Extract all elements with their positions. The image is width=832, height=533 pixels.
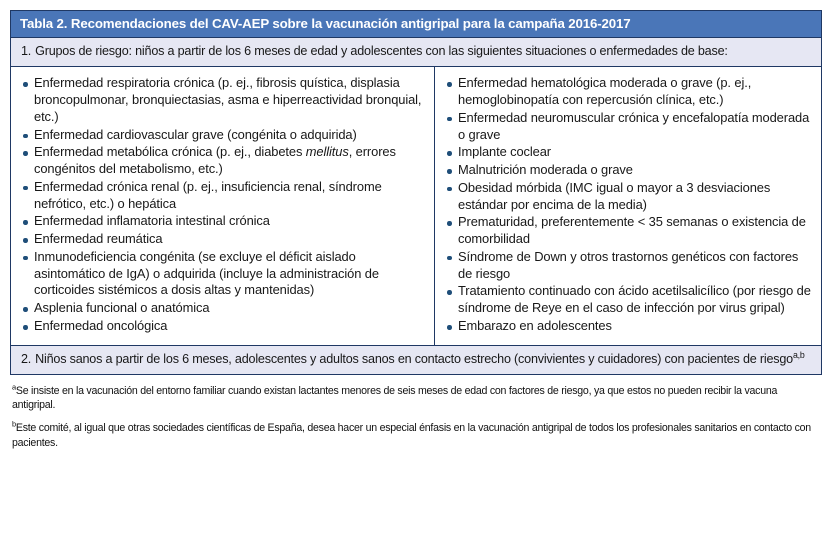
list-item: Implante coclear — [445, 144, 812, 161]
list-item: Embarazo en adolescentes — [445, 318, 812, 335]
list-item: Enfermedad hematológica moderada o grave (p. ej., hemoglobinopatía con repercusión clínica, etc.) — [445, 75, 812, 109]
list-item: Tratamiento continuado con ácido acetilsalicílico (por riesgo de síndrome de Reye en el caso de infección por virus gripal) — [445, 283, 812, 317]
left-bullet-list — [21, 75, 426, 334]
list-item: Asplenia funcional o anatómica — [21, 300, 426, 317]
section-row-1 — [11, 38, 821, 67]
list-item: Enfermedad inflamatoria intestinal crónica — [21, 213, 426, 230]
left-column — [11, 67, 435, 344]
footnote-b-marker: b — [12, 419, 16, 429]
list-item-italic-term: mellitus — [305, 144, 349, 160]
footnote-b — [12, 421, 820, 450]
list-item: Enfermedad crónica renal (p. ej., insuficiencia renal, síndrome nefrótico, etc.) o hepática — [21, 179, 426, 213]
list-item — [21, 144, 426, 178]
risk-groups-columns — [11, 67, 821, 345]
list-item-text-after-italic: , errores congénitos del metabolismo, etc.) — [34, 144, 396, 177]
right-bullet-list — [445, 75, 812, 334]
list-item: Enfermedad oncológica — [21, 318, 426, 335]
list-item: Enfermedad reumática — [21, 231, 426, 248]
right-column — [435, 67, 820, 344]
list-item: Enfermedad neuromuscular crónica y encefalopatía moderada o grave — [445, 110, 812, 144]
section-row-2 — [11, 346, 821, 374]
section-1-number: 1. — [21, 44, 32, 59]
section-2-text — [35, 351, 811, 368]
section-2-body: Niños sanos a partir de los 6 meses, adolescentes y adultos sanos en contacto estrecho (convivientes y cuidadores) con pacientes de riesgo — [35, 351, 793, 366]
footnote-a-marker: a — [12, 382, 16, 392]
list-item-text-before-italic: Enfermedad metabólica crónica (p. ej., diabetes — [34, 144, 306, 160]
footnote-a-text: Se insiste en la vacunación del entorno familiar cuando existan lactantes menores de seis meses de edad con factores de riesgo, ya que estos no pueden recibir la vacuna antigripal. — [12, 384, 778, 412]
table-title: Tabla 2. Recomendaciones del CAV-AEP sobre la vacunación antigripal para la campaña 2016-2017 — [11, 11, 821, 38]
section-1-text: Grupos de riesgo: niños a partir de los 6 meses de edad y adolescentes con las siguientes situaciones o enfermedades de base: — [35, 44, 728, 59]
list-item: Síndrome de Down y otros trastornos genéticos con factores de riesgo — [445, 249, 812, 283]
list-item: Enfermedad cardiovascular grave (congénita o adquirida) — [21, 127, 426, 144]
footnotes — [10, 375, 822, 450]
section-2-number: 2. — [21, 351, 32, 366]
list-item: Obesidad mórbida (IMC igual o mayor a 3 desviaciones estándar por encima de la media) — [445, 180, 812, 214]
list-item: Enfermedad respiratoria crónica (p. ej., fibrosis quística, displasia broncopulmonar, bronquiectasias, asma e hiperreactividad bronquial, etc.) — [21, 75, 426, 125]
section-2-footnote-marker: a,b — [792, 349, 805, 360]
footnote-b-text: Este comité, al igual que otras sociedades científicas de España, desea hacer un especial énfasis en la vacunación antigripal de todos los profesionales sanitarios en contacto con pacientes. — [12, 421, 811, 449]
recommendations-table — [10, 10, 822, 375]
list-item: Malnutrición moderada o grave — [445, 162, 812, 179]
list-item: Inmunodeficiencia congénita (se excluye el déficit aislado asintomático de IgA) o adquirida (incluye la administración de corticoides sistémicos a dosis altas y mantenidas) — [21, 249, 426, 299]
list-item: Prematuridad, preferentemente < 35 semanas o existencia de comorbilidad — [445, 214, 812, 248]
footnote-a — [12, 384, 820, 413]
